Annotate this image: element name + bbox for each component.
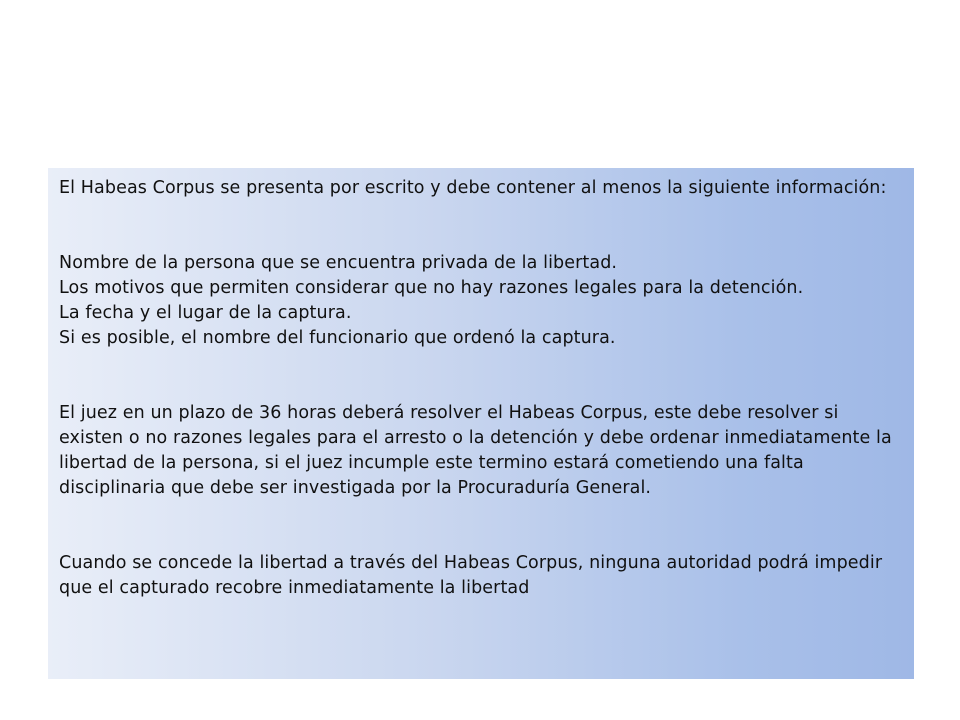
requirement-item: Si es posible, el nombre del funcionario que ordenó la captura. [59,328,616,348]
requirement-item: Nombre de la persona que se encuentra privada de la libertad. [59,253,618,273]
requirements-list [59,251,904,351]
judge-paragraph: El juez en un plazo de 36 horas deberá resolver el Habeas Corpus, este debe resolver si existen o no razones legales para el arresto o la detención y debe ordenar inmediatamente la libertad de la persona, si el juez incumple este termino estará cometiendo una falta disciplinaria que debe ser investigada por la Procuraduría General. [59,403,892,498]
spacer [59,201,904,251]
closing-paragraph: Cuando se concede la libertad a través del Habeas Corpus, ninguna autoridad podrá impedir que el capturado recobre inmediatamente la libertad [59,553,883,598]
text-panel [48,168,914,679]
requirement-item: La fecha y el lugar de la captura. [59,303,352,323]
intro-paragraph: El Habeas Corpus se presenta por escrito y debe contener al menos la siguiente información: [59,178,887,198]
spacer [59,351,904,401]
requirement-item: Los motivos que permiten considerar que no hay razones legales para la detención. [59,278,804,298]
spacer [59,501,904,551]
